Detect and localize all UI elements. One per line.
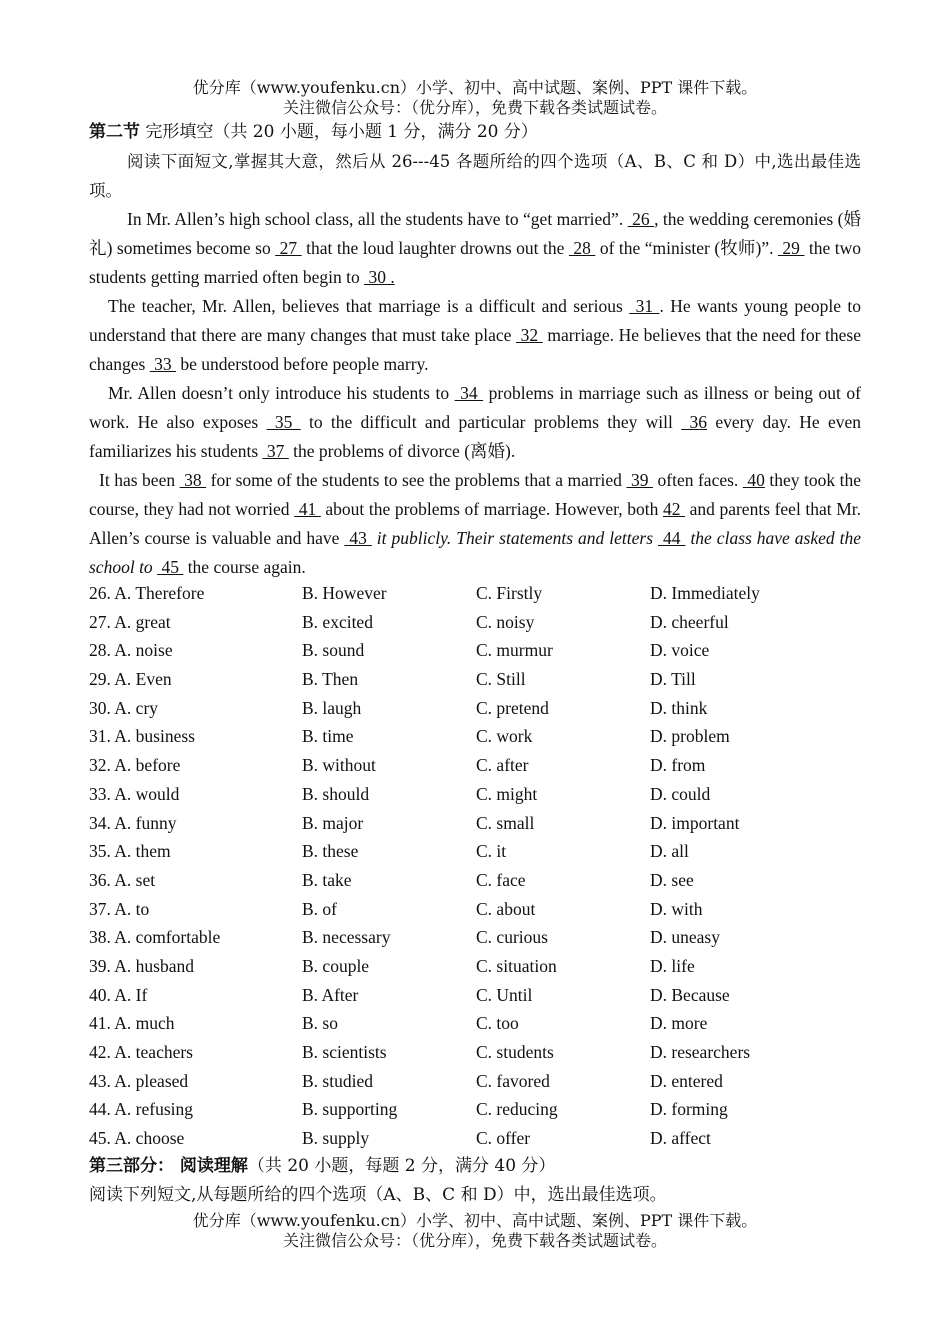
option-c: C. noisy: [476, 611, 535, 632]
blank-39: 39: [626, 470, 653, 490]
option-d: D. Till: [650, 669, 696, 690]
option-d: D. uneasy: [650, 927, 720, 948]
option-a: 36. A. set: [89, 869, 156, 890]
option-b: B. laugh: [302, 697, 362, 718]
option-c: C. it: [476, 841, 507, 862]
option-a: 26. A. Therefore: [89, 583, 205, 603]
option-d: D. voice: [650, 640, 710, 661]
option-b: B. so: [302, 1013, 338, 1034]
blank-29: 29: [777, 238, 805, 258]
option-c: C. situation: [476, 955, 557, 976]
section-2-instruction: 阅读下面短文,掌握其大意，然后从 26---45 各题所给的四个选项（A、B、C 和 D）中,选出最佳选项。: [89, 152, 861, 200]
blank-30: 30 .: [364, 267, 395, 287]
option-c: C. after: [476, 755, 529, 776]
blank-42: 42: [662, 499, 686, 519]
option-b: B. sound: [302, 640, 365, 661]
option-c: C. reducing: [476, 1099, 558, 1120]
option-c: C. Firstly: [476, 583, 543, 603]
option-b: B. necessary: [302, 927, 391, 948]
blank-28: 28: [568, 238, 596, 258]
option-b: B. Then: [302, 669, 359, 690]
option-b: B. these: [302, 841, 359, 862]
option-a: 39. A. husband: [89, 955, 194, 976]
option-b: B. However: [302, 583, 387, 603]
option-c: C. pretend: [476, 697, 549, 718]
passage-paragraph-1: In Mr. Allen’s high school class, all the students have to “get married”. 26 , the wedding ceremonies (婚礼) sometimes become so 27 that the loud laughter drowns out the 28 of the “minister (牧师)”. 29 the two students getting married often begin to 30 .: [89, 209, 862, 287]
section-3-title-bold: 第三部分： 阅读理解: [89, 1156, 248, 1176]
option-a: 37. A. to: [89, 898, 150, 919]
blank-43: 43: [344, 528, 372, 548]
option-b: B. couple: [302, 955, 370, 976]
option-c: C. about: [476, 898, 536, 919]
option-b: B. scientists: [302, 1042, 387, 1062]
option-row: [89, 1067, 861, 1096]
section-2-title-rest: 完形填空（共 20 小题，每小题 1 分，满分 20 分）: [140, 122, 538, 142]
option-b: B. After: [302, 984, 359, 1005]
option-b: B. should: [302, 783, 370, 804]
passage-paragraph-4: It has been 38 for some of the students to see the problems that a married 39 often faces. 40 they took the course, they had not worried 41 about the problems of marriage. However, both 42 and parents feel that Mr. Allen’s course is valuable and have 43 it publicly. Their statements and letters 44 the class have asked the school to 45 the course again.: [89, 470, 862, 577]
passage-paragraph-2: The teacher, Mr. Allen, believes that marriage is a difficult and serious 31 . He wants young people to understand that there are many changes that must take place 32 marriage. He believes that the need for these changes 33 be understood before people marry.: [89, 296, 862, 374]
answer-options: [89, 579, 861, 1153]
option-c: C. face: [476, 869, 526, 890]
option-row: [89, 1038, 861, 1067]
option-row: [89, 694, 861, 723]
option-row: [89, 952, 861, 981]
option-c: C. Still: [476, 669, 526, 690]
option-c: C. work: [476, 726, 533, 747]
blank-38: 38: [179, 470, 207, 490]
option-row: [89, 722, 861, 751]
option-a: 38. A. comfortable: [89, 927, 221, 948]
section-2-title-bold: 第二节: [89, 122, 140, 142]
blank-27: 27: [275, 238, 302, 258]
option-d: D. more: [650, 1013, 708, 1034]
option-d: D. affect: [650, 1128, 711, 1149]
option-c: C. Until: [476, 984, 533, 1005]
option-a: 30. A. cry: [89, 697, 159, 718]
option-c: C. favored: [476, 1070, 550, 1091]
option-c: C. offer: [476, 1128, 531, 1149]
blank-40: 40: [742, 470, 765, 490]
option-b: B. of: [302, 898, 337, 919]
header-line-2: 关注微信公众号：（优分库），免费下载各类试题试卷。: [282, 98, 667, 117]
option-a: 32. A. before: [89, 755, 181, 776]
option-row: [89, 1124, 861, 1153]
option-row: [89, 780, 861, 809]
option-d: D. think: [650, 697, 708, 718]
option-b: B. without: [302, 755, 376, 776]
option-b: B. supply: [302, 1128, 370, 1149]
option-d: D. from: [650, 755, 706, 776]
blank-37: 37: [262, 441, 289, 461]
option-c: C. murmur: [476, 640, 553, 661]
blank-32: 32: [516, 325, 543, 345]
section-3-title-rest: （共 20 小题，每题 2 分，满分 40 分）: [247, 1156, 556, 1176]
option-a: 44. A. refusing: [89, 1099, 194, 1120]
option-c: C. might: [476, 783, 538, 804]
option-d: D. Immediately: [650, 583, 760, 603]
option-row: [89, 981, 861, 1010]
option-a: 40. A. If: [89, 984, 148, 1005]
option-a: 35. A. them: [89, 841, 171, 862]
section-3-title: [89, 1155, 864, 1177]
option-b: B. studied: [302, 1070, 373, 1091]
blank-36: 36: [681, 412, 708, 432]
option-a: 28. A. noise: [89, 640, 173, 661]
option-row: [89, 665, 861, 694]
option-d: D. see: [650, 869, 694, 890]
option-row: [89, 1095, 861, 1124]
blank-45: 45: [157, 557, 184, 577]
option-row: [89, 1009, 861, 1038]
option-row: [89, 895, 861, 924]
option-d: D. problem: [650, 726, 730, 747]
option-b: B. time: [302, 726, 354, 747]
section-3-instruction: 阅读下列短文,从每题所给的四个选项（A、B、C 和 D）中，选出最佳选项。: [89, 1185, 667, 1205]
option-row: [89, 837, 861, 866]
option-d: D. cheerful: [650, 611, 729, 632]
footer-line-2: 关注微信公众号：（优分库），免费下载各类试题试卷。: [282, 1231, 667, 1250]
option-row: [89, 751, 861, 780]
header-line-1: 优分库（www.youfenku.cn）小学、初中、高中试题、案例、PPT 课件下载。: [192, 78, 758, 97]
option-b: B. major: [302, 812, 364, 833]
blank-41: 41: [294, 499, 321, 519]
option-c: C. students: [476, 1042, 554, 1062]
option-a: 43. A. pleased: [89, 1070, 189, 1091]
blank-33: 33: [149, 354, 176, 374]
option-row: [89, 923, 861, 952]
option-c: C. small: [476, 812, 535, 833]
passage-paragraph-3: Mr. Allen doesn’t only introduce his students to 34 problems in marriage such as illness or being out of work. He also exposes 35 to the difficult and particular problems they will 36 every day. He even familiarizes his students 37 the problems of divorce (离婚).: [89, 383, 862, 461]
section-2-title: [89, 121, 864, 143]
option-d: D. forming: [650, 1099, 728, 1120]
option-d: D. life: [650, 955, 695, 976]
option-c: C. too: [476, 1013, 519, 1034]
option-a: 41. A. much: [89, 1013, 175, 1034]
option-a: 33. A. would: [89, 783, 180, 804]
blank-34: 34: [454, 383, 484, 403]
option-a: 34. A. funny: [89, 812, 177, 833]
option-d: D. researchers: [650, 1042, 751, 1062]
footer-line-1: 优分库（www.youfenku.cn）小学、初中、高中试题、案例、PPT 课件下载。: [192, 1211, 758, 1230]
option-d: D. entered: [650, 1070, 723, 1091]
option-a: 29. A. Even: [89, 669, 172, 690]
blank-44: 44: [658, 528, 686, 548]
option-a: 45. A. choose: [89, 1128, 185, 1149]
option-b: B. excited: [302, 611, 373, 632]
option-a: 31. A. business: [89, 726, 195, 747]
blank-31: 31: [629, 296, 660, 316]
option-row: [89, 866, 861, 895]
option-d: D. Because: [650, 984, 730, 1005]
blank-35: 35: [266, 412, 301, 432]
option-d: D. important: [650, 812, 740, 833]
option-d: D. could: [650, 783, 711, 804]
cloze-passage: [89, 205, 861, 582]
option-b: B. take: [302, 869, 352, 890]
option-a: 27. A. great: [89, 611, 171, 632]
option-row: [89, 608, 861, 637]
option-d: D. with: [650, 898, 703, 919]
blank-26: 26: [627, 209, 655, 229]
option-row: [89, 579, 861, 608]
option-row: [89, 636, 861, 665]
option-d: D. all: [650, 841, 689, 862]
option-a: 42. A. teachers: [89, 1042, 193, 1062]
option-row: [89, 809, 861, 838]
option-b: B. supporting: [302, 1099, 398, 1120]
option-c: C. curious: [476, 927, 548, 948]
